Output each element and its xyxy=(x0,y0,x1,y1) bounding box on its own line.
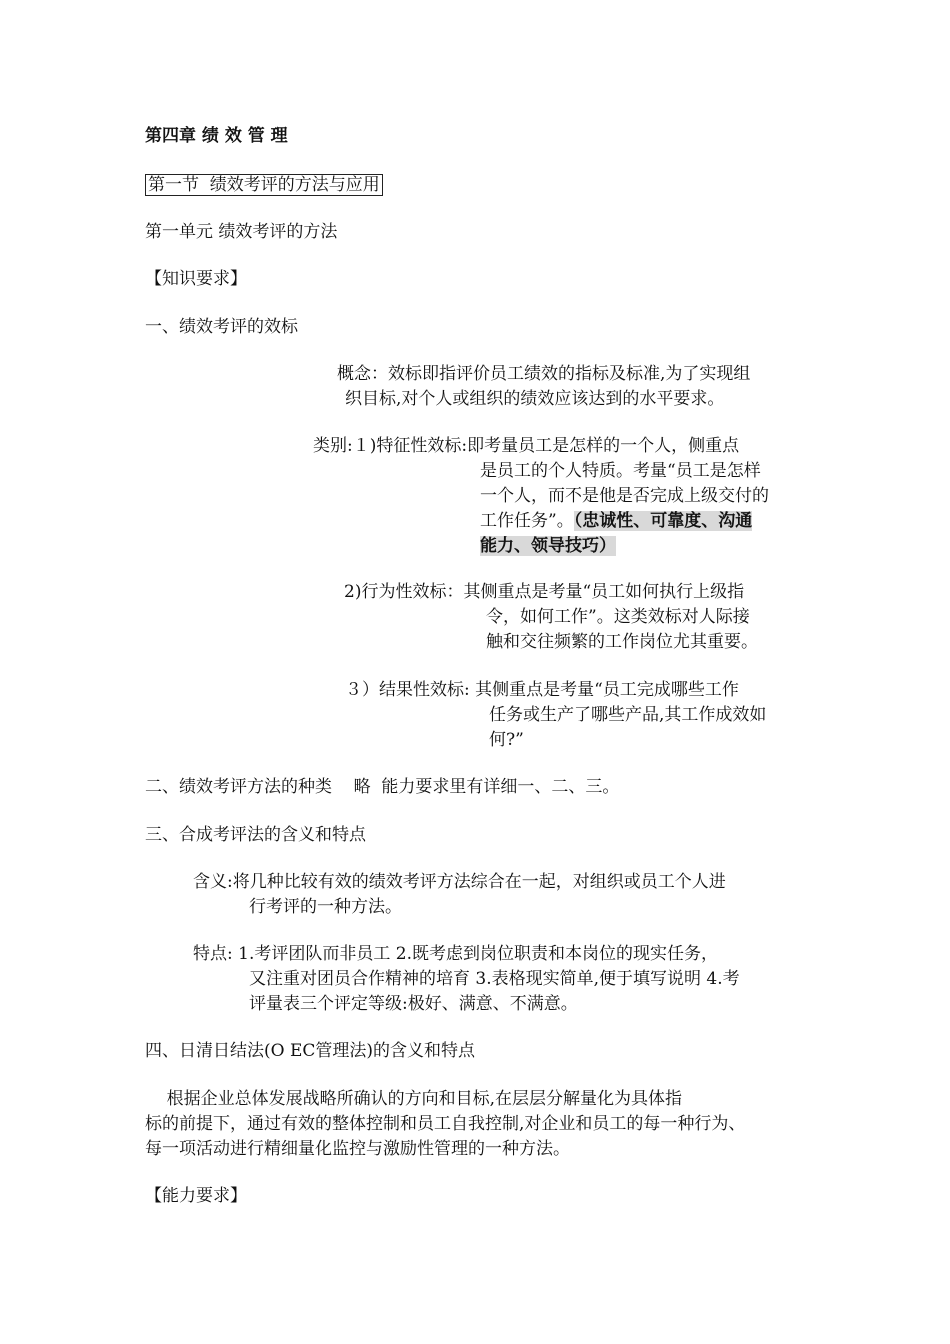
section-title-box: 第一节 绩效考评的方法与应用 xyxy=(145,174,383,196)
meaning-line-1: 含义:将几种比较有效的绩效考评方法综合在一起，对组织或员工个人进 xyxy=(193,872,726,892)
category-1-line-2: 是员工的个人特质。考量“员工是怎样 xyxy=(480,461,761,481)
features-line-3: 评量表三个评定等级:极好、满意、不满意。 xyxy=(249,994,578,1014)
oec-paragraph-line-1: 根据企业总体发展战略所确认的方向和目标,在层层分解量化为具体指 xyxy=(145,1089,683,1109)
category-1-highlight-2: 能力、领导技巧） xyxy=(480,536,616,556)
meaning-line-2: 行考评的一种方法。 xyxy=(249,897,402,917)
oec-paragraph-line-2: 标的前提下，通过有效的整体控制和员工自我控制,对企业和员工的每一种行为、 xyxy=(145,1114,746,1134)
category-1-highlight-1: （忠诚性、可靠度、沟通 xyxy=(573,511,753,531)
category-3-line-2: 任务或生产了哪些产品,其工作成效如 xyxy=(489,705,767,725)
category-1-line-3: 一个人，而不是他是否完成上级交付的 xyxy=(480,486,769,506)
category-1-line-5 xyxy=(480,534,616,558)
category-2-line-3: 触和交往频繁的工作岗位尤其重要。 xyxy=(486,632,758,652)
category-1-line-1: 类别:１)特征性效标:即考量员工是怎样的一个人，侧重点 xyxy=(313,436,740,456)
knowledge-requirements-heading: 【知识要求】 xyxy=(145,269,247,289)
heading-oec-method: 四、日清日结法(O EC管理法)的含义和特点 xyxy=(145,1041,476,1061)
chapter-title: 第四章 绩 效 管 理 xyxy=(145,126,288,146)
concept-line-2: 织目标,对个人或组织的绩效应该达到的水平要求。 xyxy=(345,389,725,409)
oec-paragraph-line-3: 每一项活动进行精细量化监控与激励性管理的一种方法。 xyxy=(145,1139,570,1159)
unit-title: 第一单元 绩效考评的方法 xyxy=(145,222,338,242)
category-3-line-1: ３）结果性效标: 其侧重点是考量“员工完成哪些工作 xyxy=(345,680,739,700)
heading-effectiveness-criteria: 一、绩效考评的效标 xyxy=(145,317,298,337)
heading-composite-method: 三、合成考评法的含义和特点 xyxy=(145,825,366,845)
category-3-line-3: 何?” xyxy=(489,730,524,750)
heading-method-types: 二、绩效考评方法的种类 略 能力要求里有详细一、二、三。 xyxy=(145,777,620,797)
ability-requirements-heading: 【能力要求】 xyxy=(145,1186,247,1206)
features-line-1: 特点: 1.考评团队而非员工 2.既考虑到岗位职责和本岗位的现实任务， xyxy=(193,944,718,964)
category-1-text: 工作任务”。 xyxy=(480,511,574,531)
category-2-line-1: 2)行为性效标：其侧重点是考量“员工如何执行上级指 xyxy=(344,582,745,602)
category-1-line-4 xyxy=(480,509,752,533)
category-2-line-2: 令，如何工作”。这类效标对人际接 xyxy=(486,607,750,627)
features-line-2: 又注重对团员合作精神的培育 3.表格现实简单,便于填写说明 4.考 xyxy=(249,969,740,989)
concept-line-1: 概念：效标即指评价员工绩效的指标及标准,为了实现组 xyxy=(337,364,751,384)
section-title xyxy=(145,173,383,197)
